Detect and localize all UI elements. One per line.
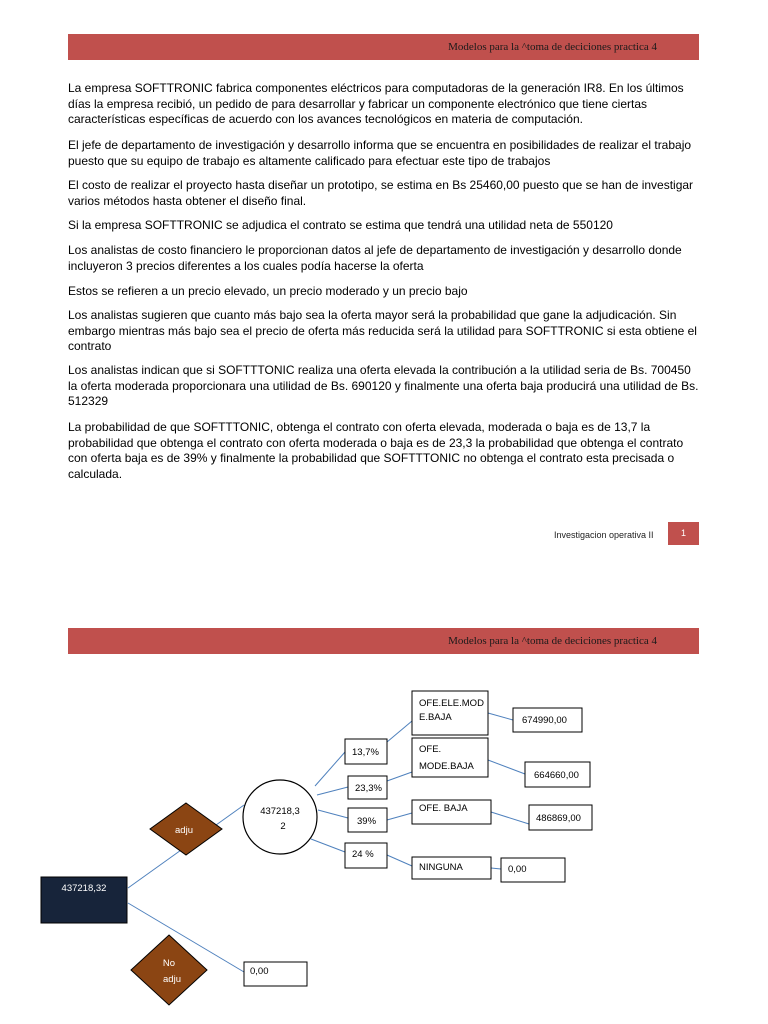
tree-branch bbox=[488, 760, 525, 774]
outcome-ele-line2: E.BAJA bbox=[419, 712, 452, 723]
outcome-ninguna: NINGUNA bbox=[419, 862, 463, 873]
payoff-value: 486869,00 bbox=[536, 813, 581, 824]
probability-label: 13,7% bbox=[352, 747, 379, 758]
probability-label: 39% bbox=[357, 816, 377, 827]
tree-branch bbox=[311, 839, 345, 852]
payoff-value: 664660,00 bbox=[534, 770, 579, 781]
root-value: 437218,32 bbox=[61, 883, 107, 894]
outcome-mode-line2: MODE.BAJA bbox=[419, 761, 474, 772]
tree-branch bbox=[315, 752, 345, 786]
payoff-value: 674990,00 bbox=[522, 715, 567, 726]
payoff-value: 0,00 bbox=[508, 864, 527, 875]
probability-label: 24 % bbox=[352, 849, 374, 860]
paragraph: Estos se refieren a un precio elevado, un precio moderado y un precio bajo bbox=[68, 284, 468, 298]
paragraph: Los analistas de costo financiero le proporcionan datos al jefe de departamento de investigación y desarrollo donde incluyeron 3 precios diferentes a los cuales podía hacerse la oferta bbox=[68, 243, 682, 273]
tree-branch bbox=[387, 772, 412, 781]
header-title: Modelos para la ^toma de deciciones practica 4 bbox=[448, 635, 657, 647]
tree-branch bbox=[488, 713, 513, 720]
probability-label: 23,3% bbox=[355, 783, 382, 794]
no-adju-payoff: 0,00 bbox=[250, 966, 269, 977]
tree-branch bbox=[387, 855, 412, 866]
tree-branch bbox=[387, 721, 412, 742]
header-title: Modelos para la ^toma de deciciones practica 4 bbox=[448, 41, 657, 53]
decision-no-adju-label-line2: adju bbox=[163, 974, 181, 985]
page-number: 1 bbox=[668, 522, 699, 545]
tree-branch bbox=[317, 787, 348, 795]
paragraph: El costo de realizar el proyecto hasta diseñar un prototipo, se estima en Bs 25460,00 puesto que se han de investigar varios métodos hasta obtener el diseño final. bbox=[68, 178, 694, 208]
tree-branch bbox=[491, 868, 501, 869]
decision-no-adju-label-line1: No bbox=[162, 958, 176, 969]
paragraph: La probabilidad de que SOFTTTONIC, obtenga el contrato con oferta elevada, moderada o baja es de 13,7 la probabilidad que obtenga el contrato con oferta moderada o baja es de 23,3 la probabilidad que obtenga el contrato con oferta baja es de 39% y finalmente la probabilidad que SOFTTTONIC no obtenga el contrato esta precisada o calculada. bbox=[68, 420, 684, 481]
chance-value-line2: 2 bbox=[280, 821, 286, 832]
chance-value-line1: 437218,3 bbox=[260, 806, 300, 817]
paragraph: Los analistas indican que si SOFTTTONIC realiza una oferta elevada la contribución a la utilidad seria de Bs. 700450 la oferta moderada proporcionara una utilidad de Bs. 690120 y finalmente una oferta baja producirá una utilidad de Bs. 512329 bbox=[68, 363, 699, 408]
outcome-baja: OFE. BAJA bbox=[419, 803, 468, 814]
paragraph: La empresa SOFTTRONIC fabrica componentes eléctricos para computadoras de la generación IR8. En los últimos días la empresa recibió, un pedido de para desarrollar y fabricar un componente electrónico que tiene ciertas características específicas de acuerdo con los avances tecnológicos en materia de computación. bbox=[68, 81, 684, 126]
tree-branch bbox=[387, 813, 412, 820]
tree-branch bbox=[318, 810, 348, 818]
paragraph: El jefe de departamento de investigación y desarrollo informa que se encuentra en posibilidades de realizar el trabajo puesto que su equipo de trabajo es altamente calificado para efectuar este tipo de trabajos bbox=[68, 138, 692, 168]
paragraph: Si la empresa SOFTTRONIC se adjudica el contrato se estima que tendrá una utilidad neta de 550120 bbox=[68, 218, 613, 232]
chance-node bbox=[243, 780, 317, 854]
tree-branch bbox=[491, 812, 529, 824]
outcome-ele-line1: OFE.ELE.MOD bbox=[419, 698, 484, 709]
decision-no-adju-node bbox=[131, 935, 207, 1005]
decision-adju-label: adju bbox=[175, 825, 193, 836]
footer-label: Investigacion operativa II bbox=[554, 530, 654, 540]
outcome-mode-line1: OFE. bbox=[419, 744, 442, 755]
paragraph: Los analistas sugieren que cuanto más bajo sea la oferta mayor será la probabilidad que gane la adjudicación. Sin embargo mientras más bajo sea el precio de oferta más reducida será la utilidad para SOFTTRONIC si esta obtiene el contrato bbox=[68, 308, 697, 353]
